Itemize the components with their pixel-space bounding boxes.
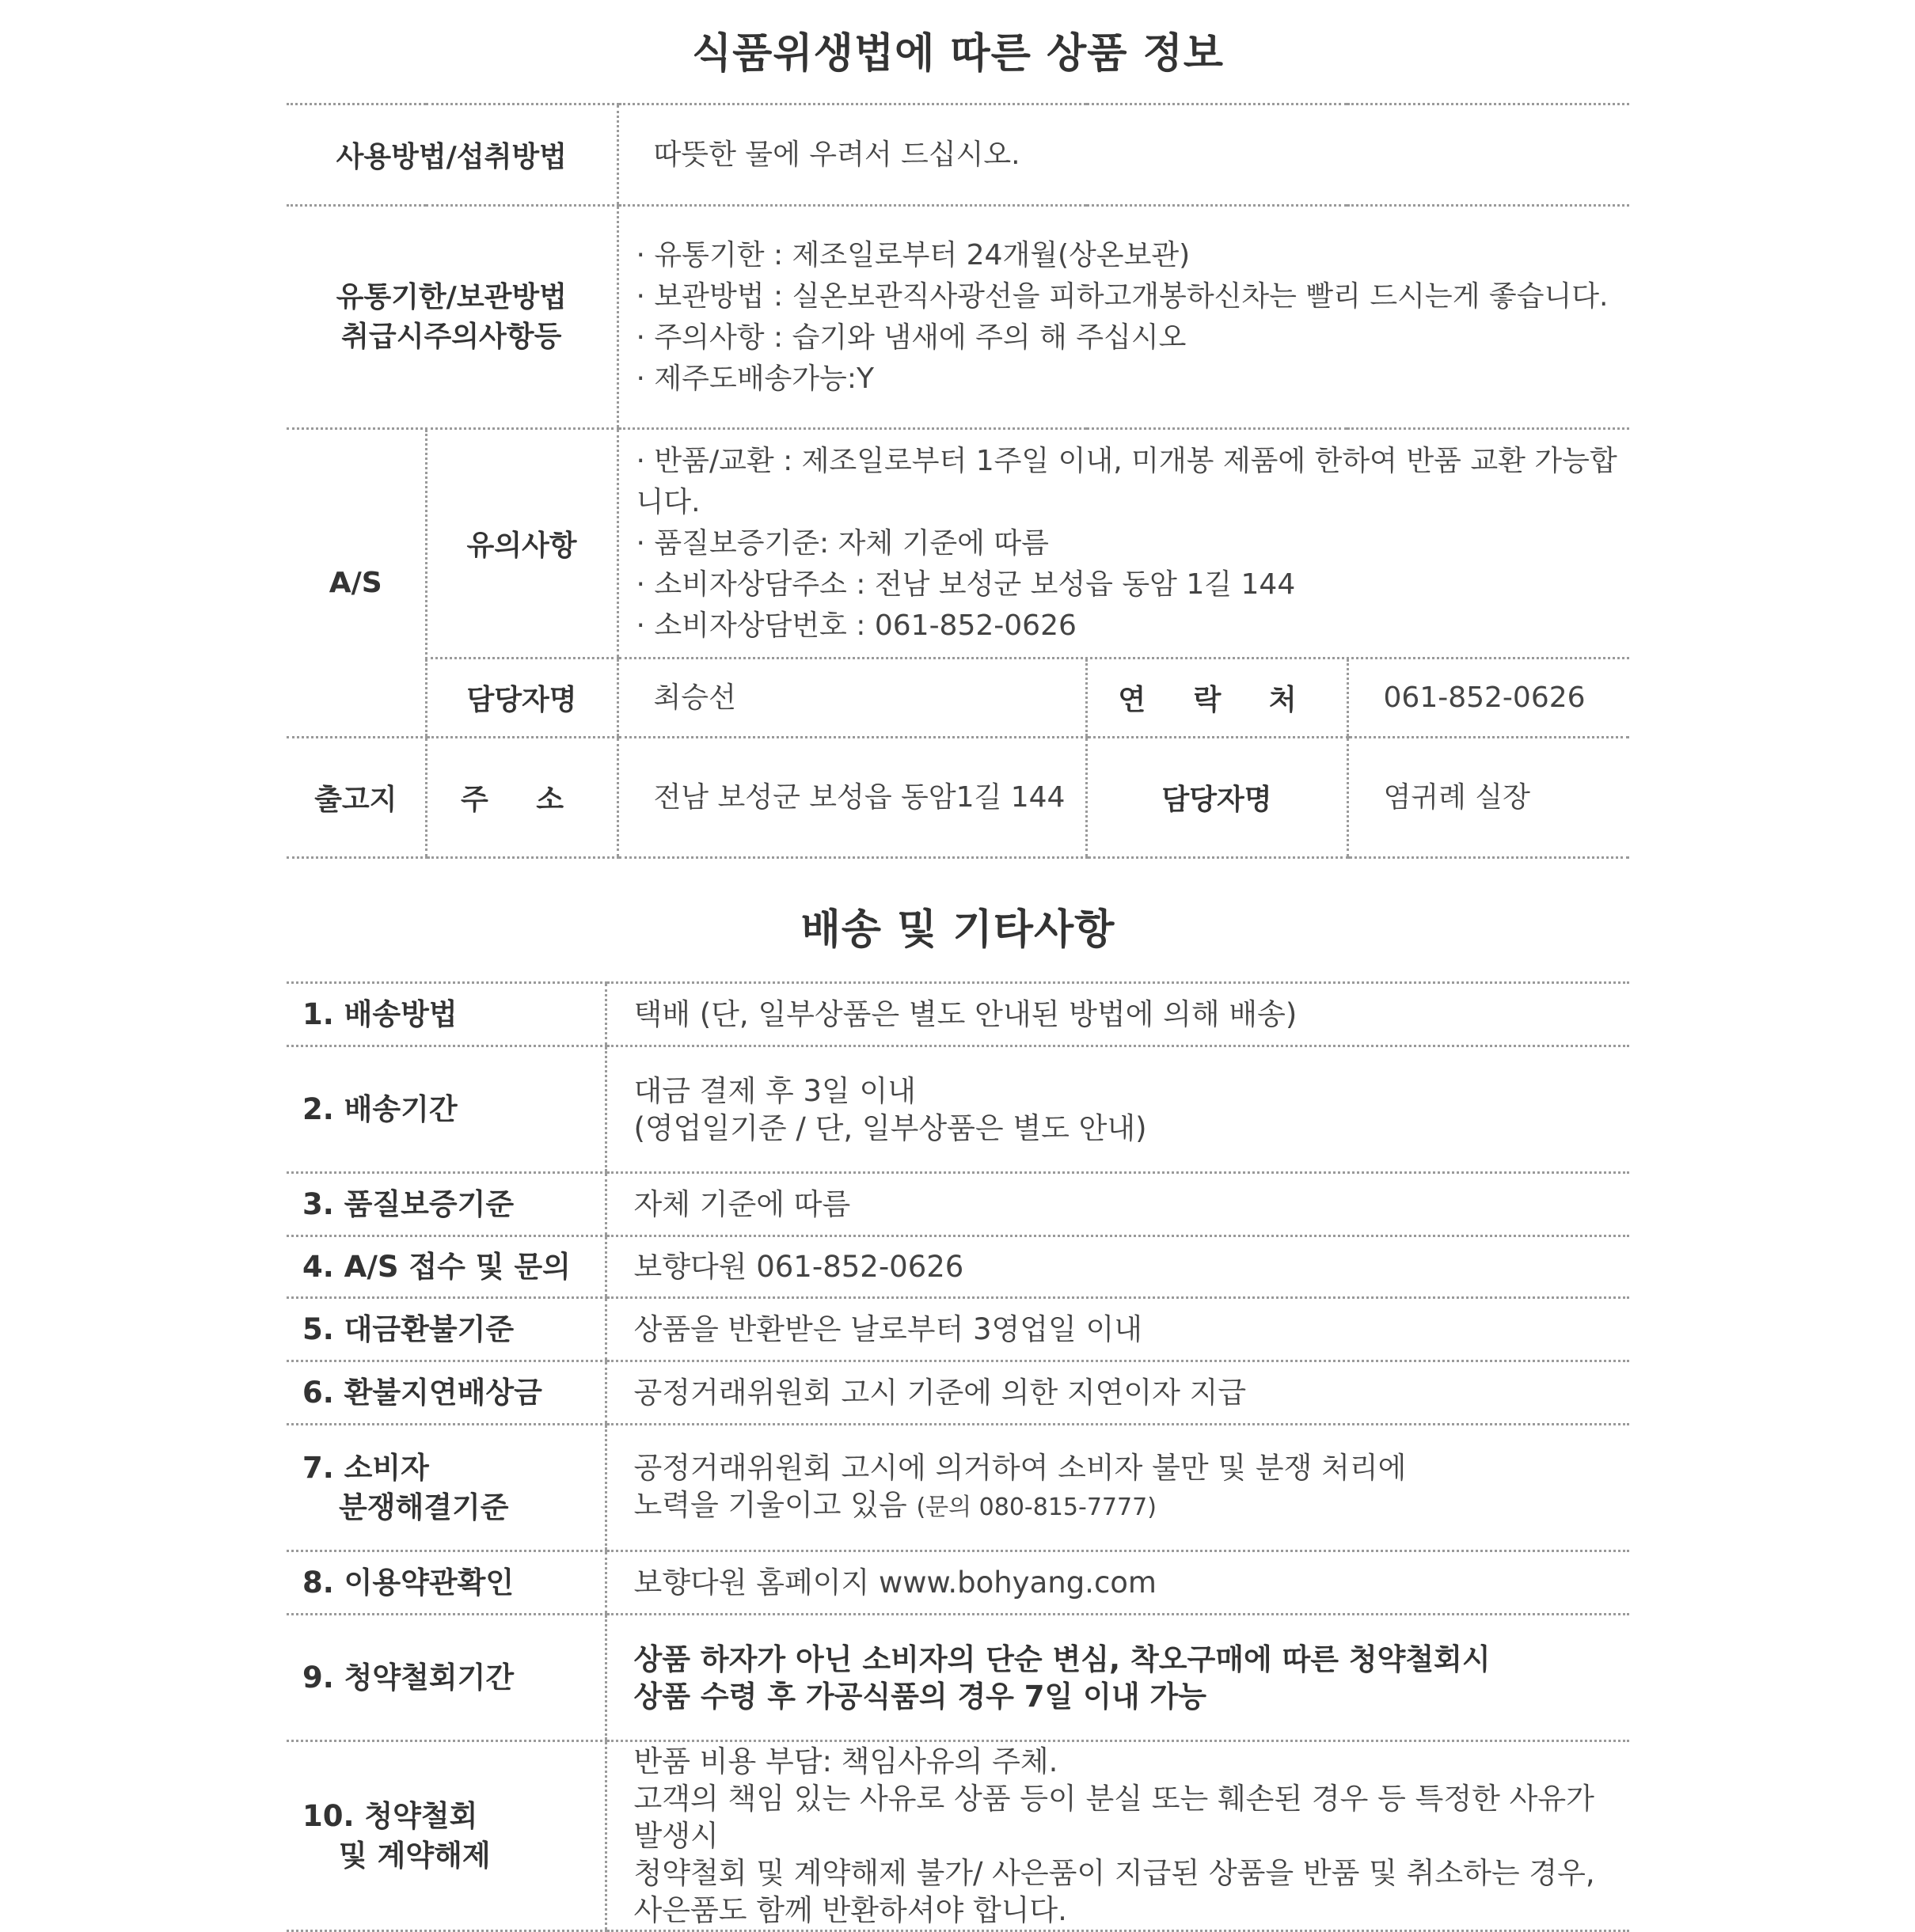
row-line: 상품 하자가 아닌 소비자의 단순 변심, 착오구매에 따른 청약철회시 — [633, 1642, 1491, 1676]
as-manager-row — [287, 659, 1629, 738]
as-note-line: · 소비자상담주소 : 전남 보성군 보성읍 동암 1길 144 — [636, 567, 1296, 601]
row-label: 1. 배송방법 — [287, 983, 606, 1046]
food-info-section — [287, 22, 1629, 859]
row-value — [606, 1741, 1629, 1931]
shipping-origin-label: 출고지 — [287, 738, 426, 858]
row-label — [287, 1741, 606, 1931]
row-line: (영업일기준 / 단, 일부상품은 별도 안내) — [633, 1110, 1147, 1145]
row-value — [606, 1046, 1629, 1173]
row-line: 공정거래위원회 고시 기준에 의한 지연이자 지급 — [633, 1376, 1247, 1410]
row-line: 대금 결제 후 3일 이내 — [633, 1073, 917, 1108]
row-value — [606, 1361, 1629, 1425]
as-note-line: · 반품/교환 : 제조일로부터 1주일 이내, 미개봉 제품에 한하여 반품 교환 가능합니다. — [636, 444, 1617, 518]
row-value — [606, 1551, 1629, 1615]
expiry-label-line1: 유통기한/보관방법 — [336, 280, 567, 313]
expiry-line: · 제주도배송가능:Y — [636, 362, 874, 395]
row-label: 2. 배송기간 — [287, 1046, 606, 1173]
table-row — [287, 1361, 1629, 1425]
row-line: 사은품도 함께 반환하셔야 합니다. — [633, 1893, 1067, 1927]
as-manager-label: 담당자명 — [426, 659, 617, 738]
row-line: 택배 (단, 일부상품은 별도 안내된 방법에 의해 배송) — [633, 997, 1298, 1031]
row-label-line: 10. 청약철회 — [302, 1798, 478, 1833]
row-line: 상품 수령 후 가공식품의 경우 7일 이내 가능 — [633, 1679, 1207, 1714]
expiry-label-line2: 취급시주의사항등 — [341, 320, 562, 353]
expiry-line: · 유통기한 : 제조일로부터 24개월(상온보관) — [636, 238, 1191, 271]
expiry-value — [617, 206, 1629, 429]
as-label: A/S — [287, 429, 426, 738]
row-label: 4. A/S 접수 및 문의 — [287, 1236, 606, 1298]
inquiry-note: (문의 080-815-7777) — [916, 1494, 1157, 1521]
row-line: 청약철회 및 계약해제 불가/ 사은품이 지급된 상품을 반품 및 취소하는 경우, — [633, 1856, 1595, 1890]
row-line: 보향다원 061-852-0626 — [633, 1250, 964, 1284]
row-label-line: 분쟁해결기준 — [339, 1490, 509, 1524]
section-title: 배송 및 기타사항 — [800, 906, 1115, 954]
shipping-table — [287, 981, 1629, 1932]
row-value — [606, 1236, 1629, 1298]
usage-label: 사용방법/섭취방법 — [287, 104, 617, 206]
row-line: 보향다원 홈페이지 www.bohyang.com — [633, 1566, 1157, 1600]
table-row — [287, 1551, 1629, 1615]
row-line: 반품 비용 부담: 책임사유의 주체. — [633, 1744, 1058, 1778]
expiry-line: · 보관방법 : 실온보관직사광선을 피하고개봉하신차는 빨리 드시는게 좋습니다. — [636, 279, 1609, 313]
row-line: 상품을 반환받은 날로부터 3영업일 이내 — [633, 1312, 1142, 1346]
row-label: 5. 대금환불기준 — [287, 1298, 606, 1361]
row-value — [606, 1425, 1629, 1551]
table-row — [287, 1298, 1629, 1361]
row-line: 공정거래위원회 고시에 의거하여 소비자 불만 및 분쟁 처리에 — [633, 1451, 1407, 1485]
origin-manager-value: 염귀례 실장 — [1347, 738, 1629, 858]
table-row — [287, 1236, 1629, 1298]
as-notes-row — [287, 429, 1629, 659]
table-row — [287, 1615, 1629, 1741]
as-notes-value — [617, 429, 1629, 659]
food-info-table — [287, 103, 1629, 859]
as-note-line: · 소비자상담번호 : 061-852-0626 — [636, 609, 1077, 642]
as-note-line: · 품질보증기준: 자체 기준에 따름 — [636, 526, 1049, 560]
expiry-label — [287, 206, 617, 429]
row-label: 6. 환불지연배상금 — [287, 1361, 606, 1425]
address-label: 주 소 — [426, 738, 617, 858]
row-label: 3. 품질보증기준 — [287, 1173, 606, 1236]
usage-value: 따뜻한 물에 우려서 드십시오. — [617, 104, 1629, 206]
expiry-row — [287, 206, 1629, 429]
expiry-line: · 주의사항 : 습기와 냄새에 주의 해 주십시오 — [636, 321, 1187, 354]
shipping-section — [287, 902, 1629, 1932]
shipping-origin-row — [287, 738, 1629, 858]
section-title: 식품위생법에 따른 상품 정보 — [691, 30, 1225, 78]
usage-row — [287, 104, 1629, 206]
row-label — [287, 1425, 606, 1551]
row-value — [606, 983, 1629, 1046]
row-label: 9. 청약철회기간 — [287, 1615, 606, 1741]
origin-manager-label: 담당자명 — [1086, 738, 1347, 858]
address-value: 전남 보성군 보성읍 동암1길 144 — [617, 738, 1086, 858]
as-contact-value: 061-852-0626 — [1347, 659, 1629, 738]
table-row — [287, 1741, 1629, 1931]
table-row — [287, 1046, 1629, 1173]
row-line-text: 노력을 기울이고 있음 — [633, 1488, 907, 1522]
table-row — [287, 983, 1629, 1046]
row-value — [606, 1173, 1629, 1236]
row-label: 8. 이용약관확인 — [287, 1551, 606, 1615]
row-line: 자체 기준에 따름 — [633, 1187, 851, 1221]
row-line: 고객의 책임 있는 사유로 상품 등이 분실 또는 훼손된 경우 등 특정한 사유가 발생시 — [633, 1782, 1594, 1853]
row-value — [606, 1615, 1629, 1741]
table-row — [287, 1425, 1629, 1551]
as-notes-label: 유의사항 — [426, 429, 617, 659]
table-row — [287, 1173, 1629, 1236]
as-contact-label: 연 락 처 — [1086, 659, 1347, 738]
row-label-line: 및 계약해제 — [339, 1838, 491, 1873]
as-manager-value: 최승선 — [617, 659, 1086, 738]
row-value — [606, 1298, 1629, 1361]
row-line — [634, 1486, 1630, 1526]
row-label-line: 7. 소비자 — [302, 1450, 429, 1485]
